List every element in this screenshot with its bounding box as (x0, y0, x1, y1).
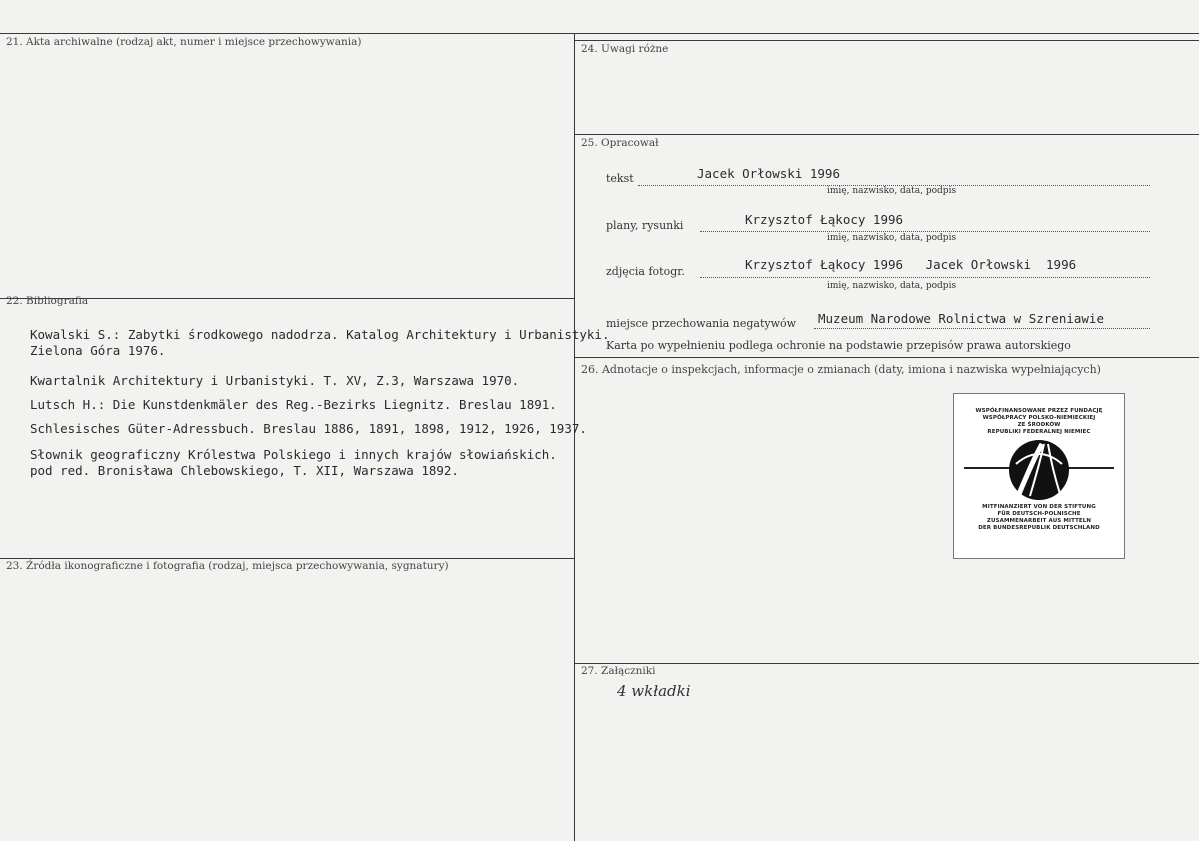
section-26-label: 26. Adnotacje o inspekcjach, informacje o zmianach (daty, imiona i nazwiska wypełniających) (581, 363, 1101, 376)
stamp-line: MITFINANZIERT VON DER STIFTUNG (982, 504, 1096, 510)
bibliography-entry: pod red. Bronisława Chlebowskiego, T. XII, Warszawa 1892. (30, 463, 459, 478)
copyright-note: Karta po wypełnieniu podlega ochronie na podstawie przepisów prawa autorskiego (606, 339, 1071, 352)
section-23-label: 23. Źródła ikonograficzne i fotografia (rodzaj, miejsca przechowywania, sygnatury) (6, 560, 449, 572)
bibliography-entry: Kowalski S.: Zabytki środkowego nadodrza. Katalog Architektury i Urbanistyki. (30, 327, 610, 342)
miejsce-label: miejsce przechowania negatywów (606, 317, 797, 330)
tekst-caption: imię, nazwisko, data, podpis (827, 186, 957, 196)
section-24-label: 24. Uwagi różne (581, 43, 669, 55)
bibliography-entry: Kwartalnik Architektury i Urbanistyki. T. XV, Z.3, Warszawa 1970. (30, 373, 520, 388)
stamp-line: WSPÓŁFINANSOWANE PRZEZ FUNDACJĘ (975, 408, 1103, 414)
top-border (0, 33, 1199, 34)
miejsce-value: Muzeum Narodowe Rolnictwa w Szreniawie (818, 311, 1104, 326)
stamp-top-text (958, 408, 1120, 436)
zdjecia-label: zdjęcia fotogr. (606, 265, 685, 278)
divider-26 (574, 357, 1199, 358)
divider-24 (574, 40, 1199, 41)
center-divider (574, 33, 575, 841)
zdjecia-value: Krzysztof Łąkocy 1996 Jacek Orłowski 1996 (745, 257, 1077, 272)
stamp-line: ZE ŚRODKÓW (1017, 422, 1061, 428)
section-27-label: 27. Załączniki (581, 665, 656, 677)
bridge-road-logo-icon (964, 438, 1114, 502)
miejsce-line (814, 328, 1150, 329)
stamp-line: ZUSAMMENARBEIT AUS MITTELN (986, 518, 1092, 524)
stamp-line: REPUBLIKI FEDERALNEJ NIEMIEC (987, 429, 1091, 435)
tekst-label: tekst (606, 172, 634, 185)
section-25-label: 25. Opracował (581, 137, 659, 149)
divider-27 (574, 663, 1199, 664)
plany-line (700, 231, 1150, 232)
section-22-label: 22. Bibliografia (6, 295, 89, 307)
zdjecia-line (700, 277, 1150, 278)
plany-caption: imię, nazwisko, data, podpis (827, 233, 957, 243)
stamp-line: DER BUNDESREPUBLIK DEUTSCHLAND (978, 525, 1100, 531)
attachments-handwritten: 4 wkładki (617, 682, 691, 700)
bibliography-entry: Schlesisches Güter-Adressbuch. Breslau 1886, 1891, 1898, 1912, 1926, 1937. (30, 421, 587, 436)
tekst-value: Jacek Orłowski 1996 (697, 166, 840, 181)
stamp-line: FÜR DEUTSCH-POLNISCHE (997, 511, 1081, 517)
zdjecia-caption: imię, nazwisko, data, podpis (827, 281, 957, 291)
section-21-label: 21. Akta archiwalne (rodzaj akt, numer i miejsce przechowywania) (6, 36, 362, 48)
bibliography-entry: Zielona Góra 1976. (30, 343, 166, 358)
stamp-line: WSPÓŁPRACY POLSKO-NIEMIECKIEJ (982, 415, 1096, 421)
bibliography-entry: Słownik geograficzny Królestwa Polskiego i innych krajów słowiańskich. (30, 447, 557, 462)
divider-25 (574, 134, 1199, 135)
plany-value: Krzysztof Łąkocy 1996 (745, 212, 904, 227)
plany-label: plany, rysunki (606, 219, 684, 232)
bibliography-entry: Lutsch H.: Die Kunstdenkmäler des Reg.-Bezirks Liegnitz. Breslau 1891. (30, 397, 557, 412)
divider-23 (0, 558, 574, 559)
stamp-bottom-text (958, 504, 1120, 532)
cofinancing-stamp (953, 393, 1125, 559)
